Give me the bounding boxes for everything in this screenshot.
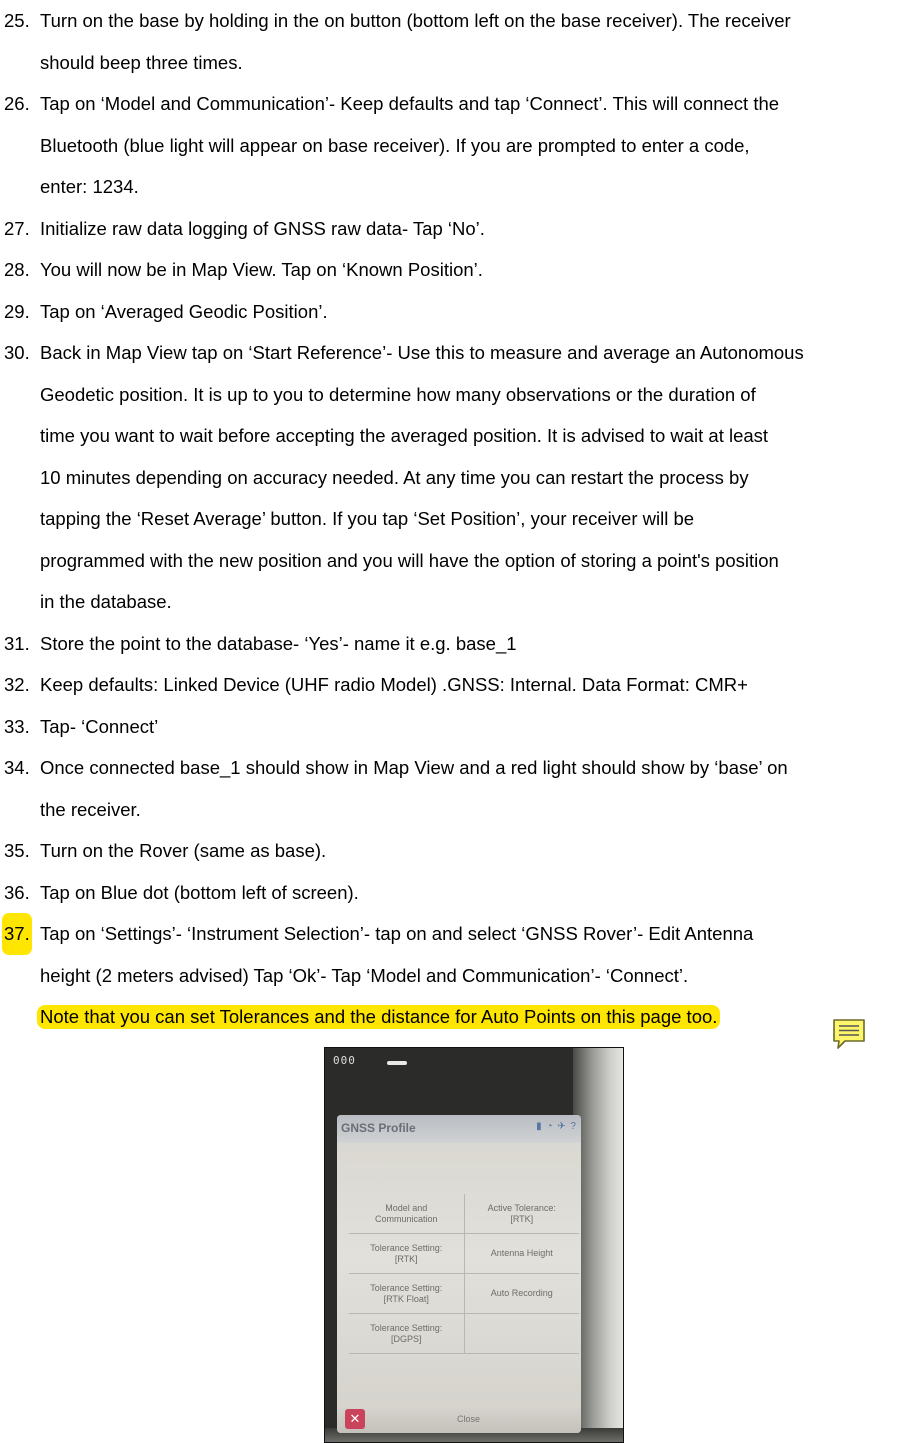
step-31 xyxy=(0,623,903,665)
step-number: 34. xyxy=(4,757,30,778)
step-line: the receiver. xyxy=(40,798,141,820)
step-29 xyxy=(0,291,903,333)
step-25 xyxy=(0,0,903,83)
step-33 xyxy=(0,706,903,748)
step-number: 30. xyxy=(4,342,30,363)
step-number: 33. xyxy=(4,715,30,737)
grid-row xyxy=(349,1234,579,1274)
close-label[interactable]: Close xyxy=(457,1414,481,1424)
step-line: You will now be in Map View. Tap on ‘Known Position’. xyxy=(40,259,483,280)
step-line: tapping the ‘Reset Average’ button. If you tap ‘Set Position’, your receiver will be xyxy=(40,508,695,529)
step-line: height (2 meters advised) Tap ‘Ok’- Tap ‘Model and Communication’- ‘Connect’. xyxy=(40,964,689,986)
step-line: programmed with the new position and you will have the option of storing a point's position xyxy=(40,549,779,571)
antenna-height-button[interactable]: Antenna Height xyxy=(464,1234,580,1273)
step-37 xyxy=(0,913,903,1038)
step-30 xyxy=(0,332,903,623)
model-communication-button[interactable]: Model and Communication xyxy=(374,1202,438,1224)
device-indicator-dots: 000 xyxy=(333,1054,356,1067)
step-line: Keep defaults: Linked Device (UHF radio Model) .GNSS: Internal. Data Format: CMR+ xyxy=(40,674,748,695)
grid-row xyxy=(349,1274,579,1314)
status-icons: ▮ ◔ ✈ ? xyxy=(536,1121,577,1132)
highlighted-note: Note that you can set Tolerances and the distance for Auto Points on this page too. xyxy=(37,1005,720,1029)
step-35 xyxy=(0,830,903,872)
step-line: in the database. xyxy=(40,591,172,612)
step-number: 28. xyxy=(4,259,30,280)
step-line: Back in Map View tap on ‘Start Reference’- Use this to measure and average an Autonomous xyxy=(40,342,804,363)
step-line: time you want to wait before accepting the averaged position. It is advised to wait at least xyxy=(40,425,769,446)
auto-recording-button[interactable]: Auto Recording xyxy=(464,1274,580,1313)
step-number: 31. xyxy=(4,632,30,654)
grid-row xyxy=(349,1194,579,1234)
step-number: 36. xyxy=(4,881,30,903)
tolerance-rtk-button[interactable]: Tolerance Setting: [RTK] xyxy=(370,1242,443,1264)
empty-cell xyxy=(464,1314,580,1353)
step-number-highlighted: 37. xyxy=(2,913,32,955)
step-line: Geodetic position. It is up to you to determine how many observations or the duration of xyxy=(40,383,756,405)
step-line: Store the point to the database- ‘Yes’- name it e.g. base_1 xyxy=(40,632,517,654)
step-note-row xyxy=(40,996,903,1038)
step-line: Tap on ‘Settings’- ‘Instrument Selection’- tap on and select ‘GNSS Rover’- Edit Antenna xyxy=(40,923,754,944)
comment-icon[interactable] xyxy=(832,1017,866,1051)
active-tolerance-button[interactable]: Active Tolerance: [RTK] xyxy=(464,1194,580,1233)
step-28 xyxy=(0,249,903,291)
profile-grid xyxy=(349,1194,579,1354)
step-32 xyxy=(0,664,903,706)
screen-title: GNSS Profile xyxy=(341,1121,416,1135)
step-number: 26. xyxy=(4,93,30,114)
step-27 xyxy=(0,208,903,250)
step-line: should beep three times. xyxy=(40,51,243,73)
step-line: Tap on Blue dot (bottom left of screen). xyxy=(40,881,359,903)
step-number: 27. xyxy=(4,217,30,239)
step-line: Once connected base_1 should show in Map View and a red light should show by ‘base’ on xyxy=(40,757,788,778)
step-number: 35. xyxy=(4,840,30,861)
step-26 xyxy=(0,83,903,208)
step-34 xyxy=(0,747,903,830)
step-line: Turn on the base by holding in the on button (bottom left on the base receiver). The receiver xyxy=(40,10,791,31)
step-line: 10 minutes depending on accuracy needed. At any time you can restart the process by xyxy=(40,466,749,488)
step-line: Bluetooth (blue light will appear on base receiver). If you are prompted to enter a code, xyxy=(40,134,750,156)
grid-row xyxy=(349,1314,579,1354)
step-line: Initialize raw data logging of GNSS raw data- Tap ‘No’. xyxy=(40,217,485,239)
tolerance-rtk-float-button[interactable]: Tolerance Setting: [RTK Float] xyxy=(370,1282,443,1304)
device-screen xyxy=(337,1115,581,1433)
step-line: Tap- ‘Connect’ xyxy=(40,715,159,737)
step-number: 32. xyxy=(4,674,30,695)
step-line: Tap on ‘Model and Communication’- Keep defaults and tap ‘Connect’. This will connect the xyxy=(40,93,780,114)
tolerance-dgps-button[interactable]: Tolerance Setting: [DGPS] xyxy=(370,1322,443,1344)
device-photo xyxy=(324,1047,624,1443)
step-line: Tap on ‘Averaged Geodic Position’. xyxy=(40,300,328,322)
screen-bottombar xyxy=(337,1405,581,1433)
device-speaker-slot xyxy=(387,1061,407,1065)
screen-titlebar xyxy=(337,1115,581,1143)
step-line: Turn on the Rover (same as base). xyxy=(40,840,327,861)
step-line: enter: 1234. xyxy=(40,176,139,197)
close-icon[interactable]: ✕ xyxy=(345,1409,365,1429)
step-number: 29. xyxy=(4,300,30,322)
step-36 xyxy=(0,872,903,914)
step-number: 25. xyxy=(4,10,30,31)
